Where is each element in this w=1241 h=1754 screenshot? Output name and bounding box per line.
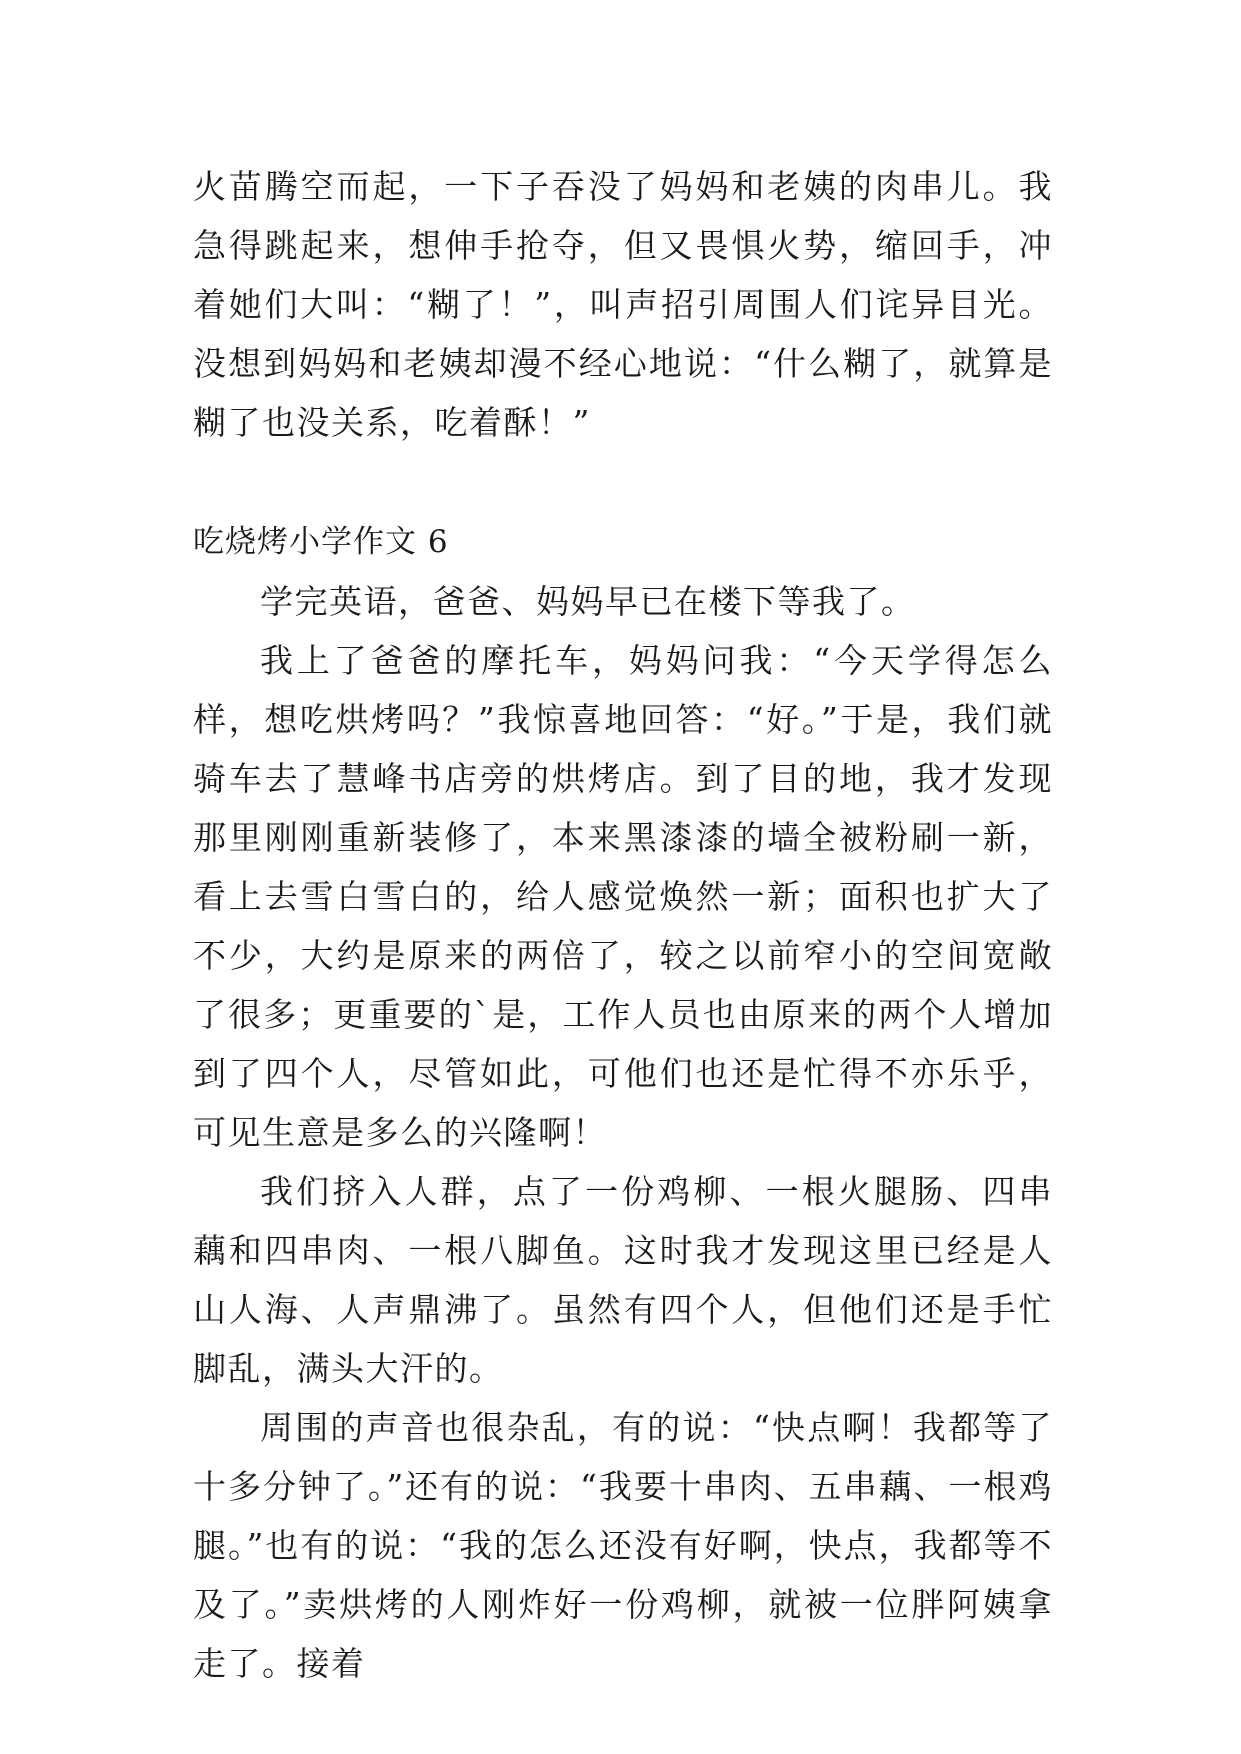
paragraph-1: 学完英语，爸爸、妈妈早已在楼下等我了。 [260,582,916,621]
paragraph-4: 周围的声音也很杂乱，有的说：“快点啊！我都等了十多分钟了。”还有的说：“我要十串肉、五串藕、一根鸡腿。”也有的说：“我的怎么还没有好啊，快点，我都等不及了。”卖烘烤的人刚炸好一份鸡柳，就被一位胖阿姨拿走了。接着 [193,1408,1053,1683]
paragraph-continued: 火苗腾空而起，一下子吞没了妈妈和老姨的肉串儿。我急得跳起来，想伸手抢夺，但又畏惧火势，缩回手，冲着她们大叫：“糊了！”，叫声招引周围人们诧异目光。没想到妈妈和老姨却漫不经心地说：“什么糊了，就算是糊了也没关系，吃着酥！” [193,167,1053,442]
paragraph-3: 我们挤入人群，点了一份鸡柳、一根火腿肠、四串藕和四串肉、一根八脚鱼。这时我才发现这里已经是人山人海、人声鼎沸了。虽然有四个人，但他们还是手忙脚乱，满头大汗的。 [193,1172,1053,1388]
section-title: 吃烧烤小学作文 6 [193,524,449,560]
paragraph-2: 我上了爸爸的摩托车，妈妈问我：“今天学得怎么样，想吃烘烤吗？”我惊喜地回答：“好。”于是，我们就骑车去了慧峰书店旁的烘烤店。到了目的地，我才发现那里刚刚重新装修了，本来黑漆漆的墙全被粉刷一新，看上去雪白雪白的，给人感觉焕然一新；面积也扩大了不少，大约是原来的两倍了，较之以前窄小的空间宽敞了很多；更重要的`是，工作人员也由原来的两个人增加到了四个人，尽管如此，可他们也还是忙得不亦乐乎，可见生意是多么的兴隆啊！ [193,641,1053,1152]
document-body [193,157,1053,1693]
section-spacer [193,452,1053,513]
